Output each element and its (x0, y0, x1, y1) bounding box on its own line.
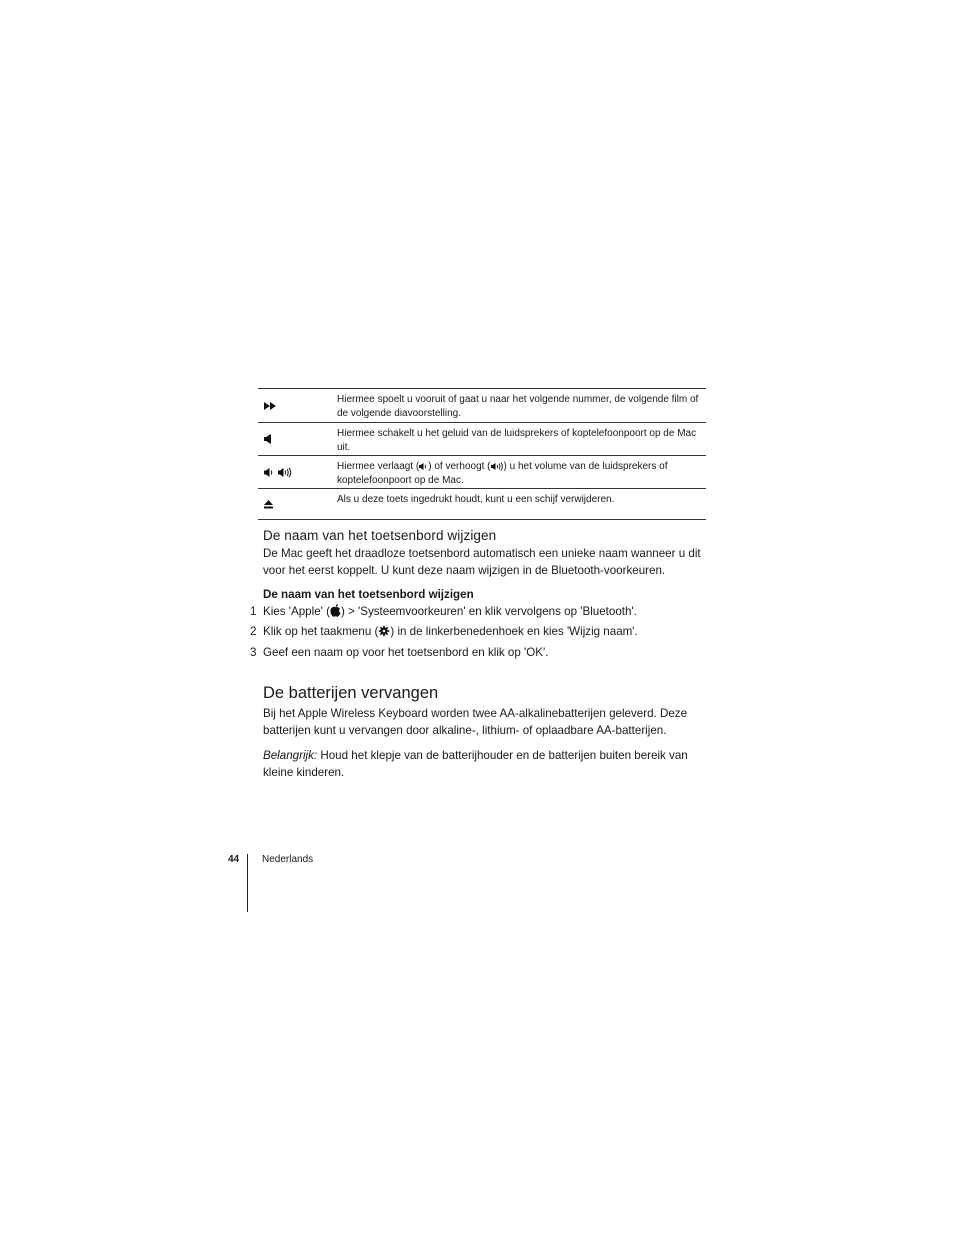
step-text: Geef een naam op voor het toetsenbord en klik op 'OK'. (263, 646, 549, 659)
procedure-title: De naam van het toetsenbord wijzigen (263, 588, 474, 601)
action-menu-gear-icon (378, 625, 390, 637)
step-number: 2 (250, 625, 257, 638)
batteries-paragraph: Bij het Apple Wireless Keyboard worden twee AA-alkalinebatterijen geleverd. Deze batterijen kunt u vervangen door alkaline-, lithium- of oplaadbare AA-batterijen. (263, 707, 688, 737)
section-heading-rename: De naam van het toetsenbord wijzigen (263, 528, 497, 543)
table-row (258, 389, 706, 423)
important-note: Belangrijk: Houd het klepje van de batterijhouder en de batterijen buiten bereik van kleine kinderen. (263, 749, 688, 779)
list-item (240, 644, 710, 661)
key-description: Hiermee spoelt u vooruit of gaat u naar het volgende nummer, de volgende film of de volgende diavoorstelling. (337, 394, 699, 419)
mute-icon (264, 423, 272, 455)
volume-up-icon (491, 462, 504, 471)
section-heading-batteries: De batterijen vervangen (263, 684, 439, 702)
page-number: 44 (228, 854, 240, 865)
fast-forward-icon (264, 389, 276, 422)
key-description: Hiermee verlaagt ( ) of verhoogt ( ) u het volume van de luidsprekers of koptelefoonpoort op de Mac. (337, 461, 668, 486)
volume-icon (264, 456, 292, 488)
table-row (258, 456, 706, 489)
key-function-table (258, 388, 706, 520)
apple-icon (330, 604, 341, 617)
important-label: Belangrijk: (263, 749, 318, 762)
step-number: 3 (250, 646, 257, 659)
eject-icon (264, 489, 273, 519)
rename-paragraph: De Mac geeft het draadloze toetsenbord automatisch een unieke naam wanneer u dit voor het eerst koppelt. U kunt deze naam wijzigen in de Bluetooth-voorkeuren. (263, 547, 701, 577)
list-item (240, 603, 710, 620)
step-number: 1 (250, 605, 257, 618)
key-description: Als u deze toets ingedrukt houdt, kunt u een schijf verwijderen. (337, 494, 615, 505)
footer-divider (247, 854, 248, 912)
list-item (240, 623, 710, 640)
table-row (258, 489, 706, 520)
step-text: Klik op het taakmenu ( ) in de linkerbenedenhoek en kies 'Wijzig naam'. (263, 625, 638, 638)
table-row (258, 423, 706, 456)
step-text: Kies 'Apple' ( ) > 'Systeemvoorkeuren' en klik vervolgens op 'Bluetooth'. (263, 605, 637, 618)
key-description: Hiermee schakelt u het geluid van de luidsprekers of koptelefoonpoort op de Mac uit. (337, 428, 697, 453)
volume-down-icon (419, 462, 428, 471)
footer-language: Nederlands (262, 854, 314, 865)
